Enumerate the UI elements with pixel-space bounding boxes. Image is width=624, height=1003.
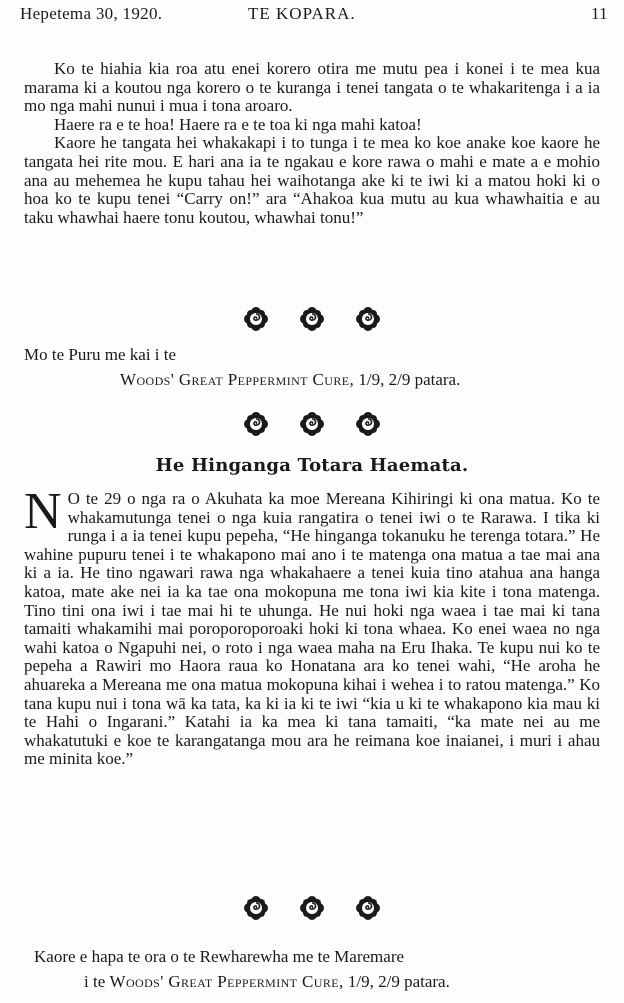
ornament-row-3: [0, 895, 624, 925]
ornament-row-2: [0, 411, 624, 441]
advert-2-prefix: i te: [84, 972, 110, 991]
running-head: [20, 4, 608, 28]
article-text: [24, 483, 600, 769]
intro-paragraph-3: Kaore he tangata hei whakakapi i to tunga i te mea ko koe anake koe kaore he tangata hei rite mou. E hari ana ia te ngakau e kore rawa o mahi e mate a e mohio ana au mehemea he kupu tahau hei waihotanga ake ki te iwi ki a matou hoki ki o hoa ko te kupu tenei “Carry on!” ara “Ahakoa kua mutu au kua whawhaitia e au taku whawhai haere tonu koutou, whawhai tonu!”: [24, 133, 600, 227]
article-heading: He Hinganga Totara Haemata.: [155, 455, 469, 476]
floral-ornament-icon: [355, 306, 381, 332]
floral-ornament-icon: [243, 895, 269, 921]
floral-ornament-icon: [299, 411, 325, 437]
floral-ornament-icon: [355, 895, 381, 921]
ornament-row-1: [0, 306, 624, 336]
intro-paragraph-2: Haere ra e te hoa! Haere ra e te toa ki nga mahi katoa!: [54, 114, 422, 134]
advert-2-line-2: [24, 969, 604, 994]
intro-paragraph-1: Ko te hiahia kia roa atu enei korero otira me mutu pea i konei i te mea kua marama ki a koutou nga korero o te kuranga i tenei tangata o te whakaritenga i a ia mo nga mahi nunui i mua i tona aroaro.: [24, 59, 600, 116]
floral-ornament-icon: [243, 411, 269, 437]
advert-2-price: 1/9, 2/9 patara.: [343, 972, 450, 991]
drop-cap: N: [24, 483, 62, 540]
floral-ornament-icon: [299, 895, 325, 921]
floral-ornament-icon: [299, 306, 325, 332]
advert-1-line-2: [24, 367, 604, 392]
article-paragraph-text: O te 29 o nga ra o Akuhata ka moe Mereana Kihiringi ki ona matua. Ko te whakamutunga tenei o nga kuia rangatira o tenei iwi o te Rarawa. I tika ki runga i a ia tenei kupu pepeha, “He hinganga tokanuku he terenga totara.” He wahine pupuru tenei i te whakapono mai ano i te matenga ona matua a tae mai ana ki a ia. He tino ngawari rawa nga whakahaere a tenei kuia tino atahua ana hanga katoa, mate ake nei ia ka tae ona mokopuna me tona iwi kia kite i tona matenga. Tino tini ona iwi i tae mai hi te uhunga. He nui hoki nga waea i tae mai ki tana tamaiti whakamihi mai poroporoporoaki hoki ki tona whaea. Ko enei waea no nga wahi katoa o Ngapuhi nei, o roto i nga waea maha na Eru Ihaka. Te kupu nui ko te pepeha a Rawiri mo Haora raua ko Honatana ara ko tenei wahi, “He aroha he ahuareka a Mereana me ona matua mokopuna kihai i wehea i to ratou matenga.” Ko tana kupu nui i tona wā ka tata, ka ki ia ki te iwi “kia u ki te whakapono kia mau ki te Hahi o Ingarani.” Katahi ia ka mea ki tana tamaiti, “ka mate nei au me whakatutuki e koe te karangatanga mou ara he reimana koe inaianei, i muri i ahau me minita koe.”: [24, 489, 600, 769]
floral-ornament-icon: [243, 306, 269, 332]
advert-1-price: 1/9, 2/9 patara.: [354, 370, 461, 389]
publication-title: TE KOPARA.: [248, 4, 356, 23]
page-number: 11: [591, 4, 608, 23]
advert-1-product-name: Woods' Great Peppermint Cure,: [120, 370, 355, 389]
advert-2-line-1: Kaore e hapa te ora o te Rewharewha me te Maremare: [34, 947, 405, 966]
intro-text: [24, 60, 600, 227]
article-paragraph: [24, 483, 600, 769]
floral-ornament-icon: [355, 411, 381, 437]
advert-1-line-1: Mo te Puru me kai i te: [24, 345, 177, 364]
advert-peppermint-cure-1: [24, 342, 604, 392]
issue-date: Hepetema 30, 1920.: [20, 4, 163, 23]
advert-2-product-name: Woods' Great Peppermint Cure,: [109, 972, 344, 991]
advert-peppermint-cure-2: [24, 944, 604, 994]
